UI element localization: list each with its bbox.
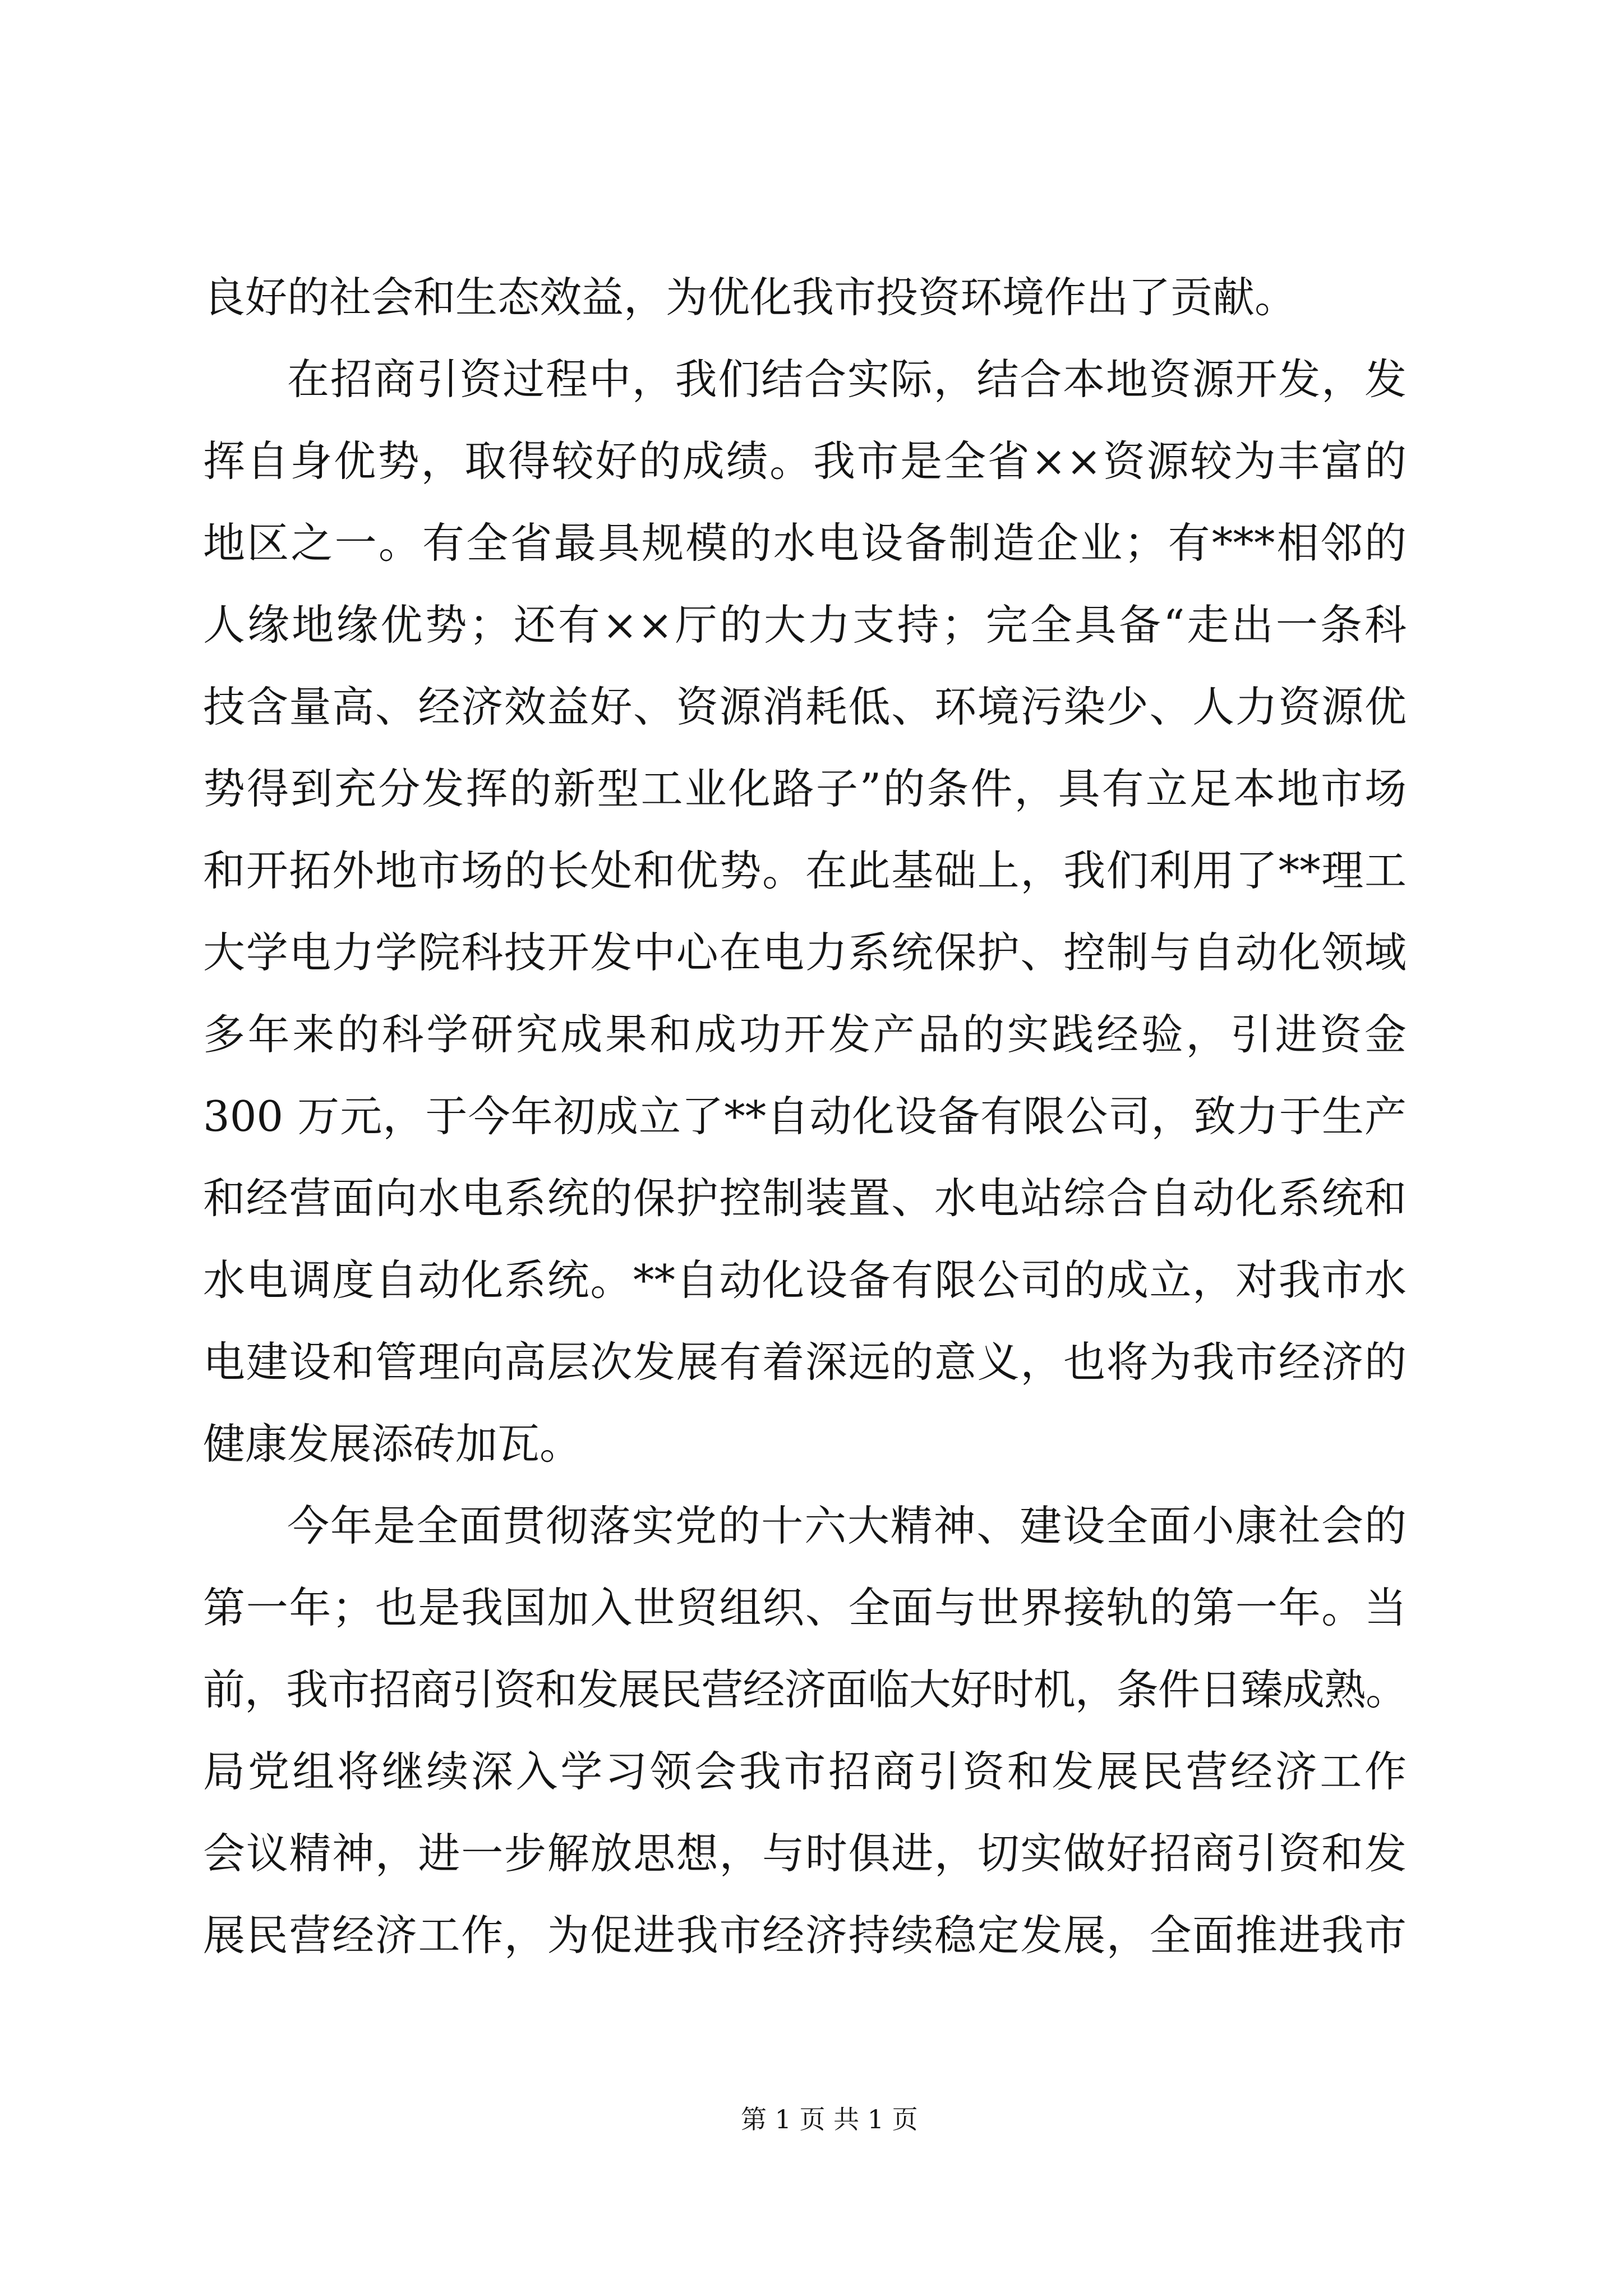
text-line: 大学电力学院科技开发中心在电力系统保护、控制与自动化领域 — [203, 928, 1407, 977]
paragraph — [203, 256, 1407, 338]
text-line: 水电调度自动化系统。**自动化设备有限公司的成立，对我市水 — [203, 1255, 1407, 1305]
text-line: 和经营面向水电系统的保护控制装置、水电站综合自动化系统和 — [203, 1174, 1407, 1223]
text-line: 展民营经济工作，为促进我市经济持续稳定发展，全面推进我市 — [203, 1911, 1407, 1960]
text-line: 人缘地缘优势；还有××厅的大力支持；完全具备“走出一条科 — [203, 600, 1407, 650]
paragraph — [203, 1485, 1407, 1976]
text-line: 会议精神，进一步解放思想，与时俱进，切实做好招商引资和发 — [203, 1829, 1407, 1878]
text-line: 多年来的科学研究成果和成功开发产品的实践经验，引进资金 — [203, 1010, 1407, 1059]
text-line: 在招商引资过程中，我们结合实际，结合本地资源开发，发 — [287, 355, 1407, 404]
text-line: 电建设和管理向高层次发展有着深远的意义，也将为我市经济的 — [203, 1337, 1407, 1387]
text-line: 技含量高、经济效益好、资源消耗低、环境污染少、人力资源优 — [203, 682, 1407, 731]
text-line: 挥自身优势，取得较好的成绩。我市是全省××资源较为丰富的 — [203, 436, 1407, 486]
text-line: 300 万元，于今年初成立了**自动化设备有限公司，致力于生产 — [203, 1092, 1407, 1141]
text-line: 良好的社会和生态效益，为优化我市投资环境作出了贡献。 — [203, 273, 1297, 322]
page-footer: 第 1 页 共 1 页 — [741, 2104, 918, 2134]
text-line: 第一年；也是我国加入世贸组织、全面与世界接轨的第一年。当 — [203, 1583, 1407, 1632]
document-body — [203, 256, 1407, 1976]
text-line: 今年是全面贯彻落实党的十六大精神、建设全面小康社会的 — [287, 1501, 1407, 1550]
text-line: 前，我市招商引资和发展民营经济面临大好时机，条件日臻成熟。 — [203, 1665, 1407, 1714]
text-line: 健康发展添砖加瓦。 — [203, 1419, 582, 1469]
text-line: 局党组将继续深入学习领会我市招商引资和发展民营经济工作 — [203, 1747, 1407, 1796]
text-line: 地区之一。有全省最具规模的水电设备制造企业；有***相邻的 — [203, 518, 1407, 568]
paragraph — [203, 338, 1407, 1485]
text-line: 和开拓外地市场的长处和优势。在此基础上，我们利用了**理工 — [203, 846, 1407, 895]
text-line: 势得到充分发挥的新型工业化路子”的条件，具有立足本地市场 — [203, 764, 1407, 813]
